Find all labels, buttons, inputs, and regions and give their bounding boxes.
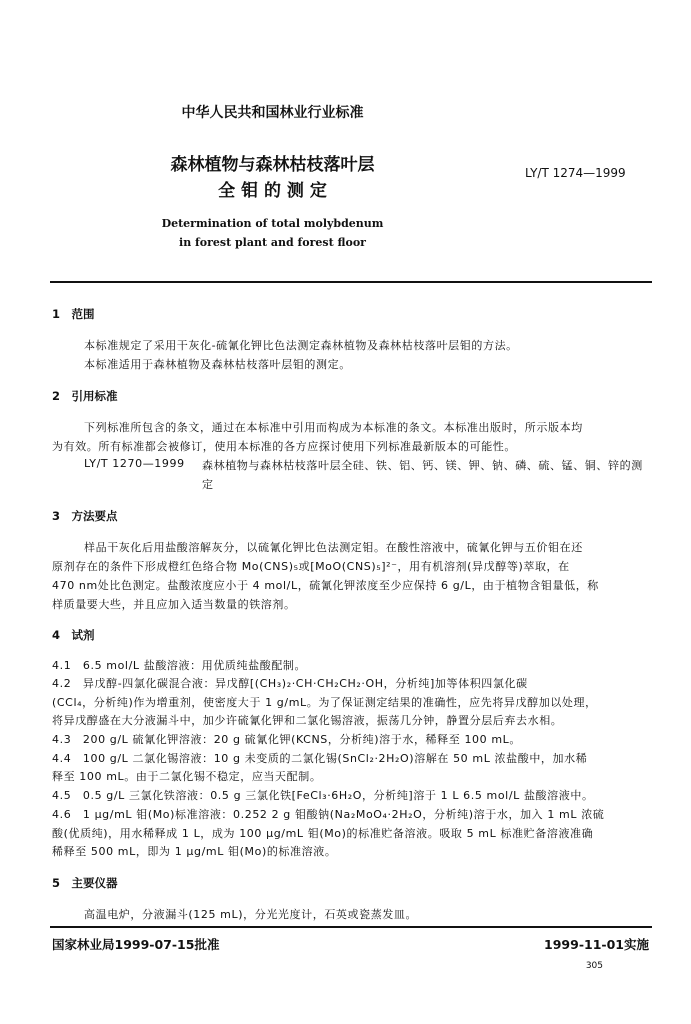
paragraph: 本标准适用于森林植物及森林枯枝落叶层钼的测定。: [84, 358, 351, 371]
reagent-line: 4.5 0.5 g/L 三氯化铁溶液：0.5 g 三氯化铁[FeCl₃·6H₂O，分析纯]溶于 1 L 6.5 mol/L 盐酸溶液中。: [52, 789, 594, 802]
standard-code: LY/T 1274—1999: [525, 166, 626, 180]
english-title-1: Determination of total molybdenum: [161, 217, 384, 230]
reagent-line: 4.1 6.5 mol/L 盐酸溶液：用优质纯盐酸配制。: [52, 659, 307, 672]
paragraph: 样品干灰化后用盐酸溶解灰分，以硫氰化钾比色法测定钼。在酸性溶液中，硫氰化钾与五价钼在还: [84, 541, 583, 554]
reagent-line: 4.2 异戊醇-四氯化碳混合液：异戊醇[(CH₃)₂·CH·CH₂CH₂·OH，分析纯]加等体积四氯化碳: [52, 677, 528, 690]
reagent-line: 4.6 1 μg/mL 钼(Mo)标准溶液：0.252 2 g 钼酸钠(Na₂MoO₄·2H₂O，分析纯)溶于水，加入 1 mL 浓硫: [52, 808, 605, 821]
section-2-heading: 2 引用标准: [52, 389, 118, 403]
reagent-line: 释至 100 mL。由于二氯化锡不稳定，应当天配制。: [52, 770, 322, 783]
paragraph: 为有效。所有标准都会被修订，使用本标准的各方应探讨使用下列标准最新版本的可能性。: [52, 440, 516, 453]
section-4-heading: 4 试剂: [52, 628, 95, 642]
header-rule: [50, 281, 652, 283]
reference-title-cont: 定: [202, 478, 214, 491]
title-line-1: 森林植物与森林枯枝落叶层: [170, 155, 375, 175]
section-3-heading: 3 方法要点: [52, 509, 118, 523]
reagent-line: 4.4 100 g/L 二氯化锡溶液：10 g 未变质的二氯化锡(SnCl₂·2H₂O)溶解在 50 mL 浓盐酸中，加水稀: [52, 752, 588, 765]
reference-title: 森林植物与森林枯枝落叶层全硅、铁、铝、钙、镁、钾、钠、磷、硫、锰、铜、锌的测: [202, 459, 643, 472]
english-title-2: in forest plant and forest floor: [179, 236, 366, 249]
paragraph: 原剂存在的条件下形成橙红色络合物 Mo(CNS)₅或[MoO(CNS)₅]²⁻，用有机溶剂(异戊醇等)萃取，在: [52, 560, 570, 573]
page-number: 305: [585, 961, 603, 971]
reagent-line: (CCl₄，分析纯)作为增重剂，使密度大于 1 g/mL。为了保证测定结果的准确性，应先将异戊醇加以处理，: [52, 696, 597, 709]
effective-date: 1999-11-01实施: [544, 937, 649, 952]
reagent-line: 4.3 200 g/L 硫氰化钾溶液：20 g 硫氰化钾(KCNS，分析纯)溶于水，稀释至 100 mL。: [52, 733, 521, 746]
footer-rule: [50, 926, 652, 928]
paragraph: 下列标准所包含的条文，通过在本标准中引用而构成为本标准的条文。本标准出版时，所示版本均: [84, 421, 583, 434]
reagent-line: 稀释至 500 mL，即为 1 μg/mL 钼(Mo)的标准溶液。: [52, 845, 337, 858]
title-line-2: 全 钼 的 测 定: [218, 181, 327, 201]
section-5-heading: 5 主要仪器: [52, 876, 118, 890]
paragraph: 本标准规定了采用干灰化-硫氰化钾比色法测定森林植物及森林枯枝落叶层钼的方法。: [84, 339, 518, 352]
approval-date: 国家林业局1999-07-15批准: [52, 937, 220, 952]
issuing-org: 中华人民共和国林业行业标准: [181, 105, 364, 121]
paragraph: 样质量要大些，并且应加入适当数量的铁溶剂。: [52, 598, 296, 611]
paragraph: 470 nm处比色测定。盐酸浓度应小于 4 mol/L，硫氰化钾浓度至少应保持 6 g/L，由于植物含钼量低，称: [52, 579, 599, 592]
reference-code: LY/T 1270—1999: [84, 457, 185, 470]
reagent-line: 酸(优质纯)，用水稀释成 1 L，成为 100 μg/mL 钼(Mo)的标准贮备溶液。吸取 5 mL 标准贮备溶液准确: [52, 827, 594, 840]
section-1-heading: 1 范围: [52, 307, 95, 321]
reagent-line: 将异戊醇盛在大分液漏斗中，加少许硫氰化钾和二氯化锡溶液，振荡几分钟，静置分层后弃去水相。: [52, 714, 563, 727]
paragraph: 高温电炉，分液漏斗(125 mL)，分光光度计，石英或瓷蒸发皿。: [84, 908, 418, 921]
